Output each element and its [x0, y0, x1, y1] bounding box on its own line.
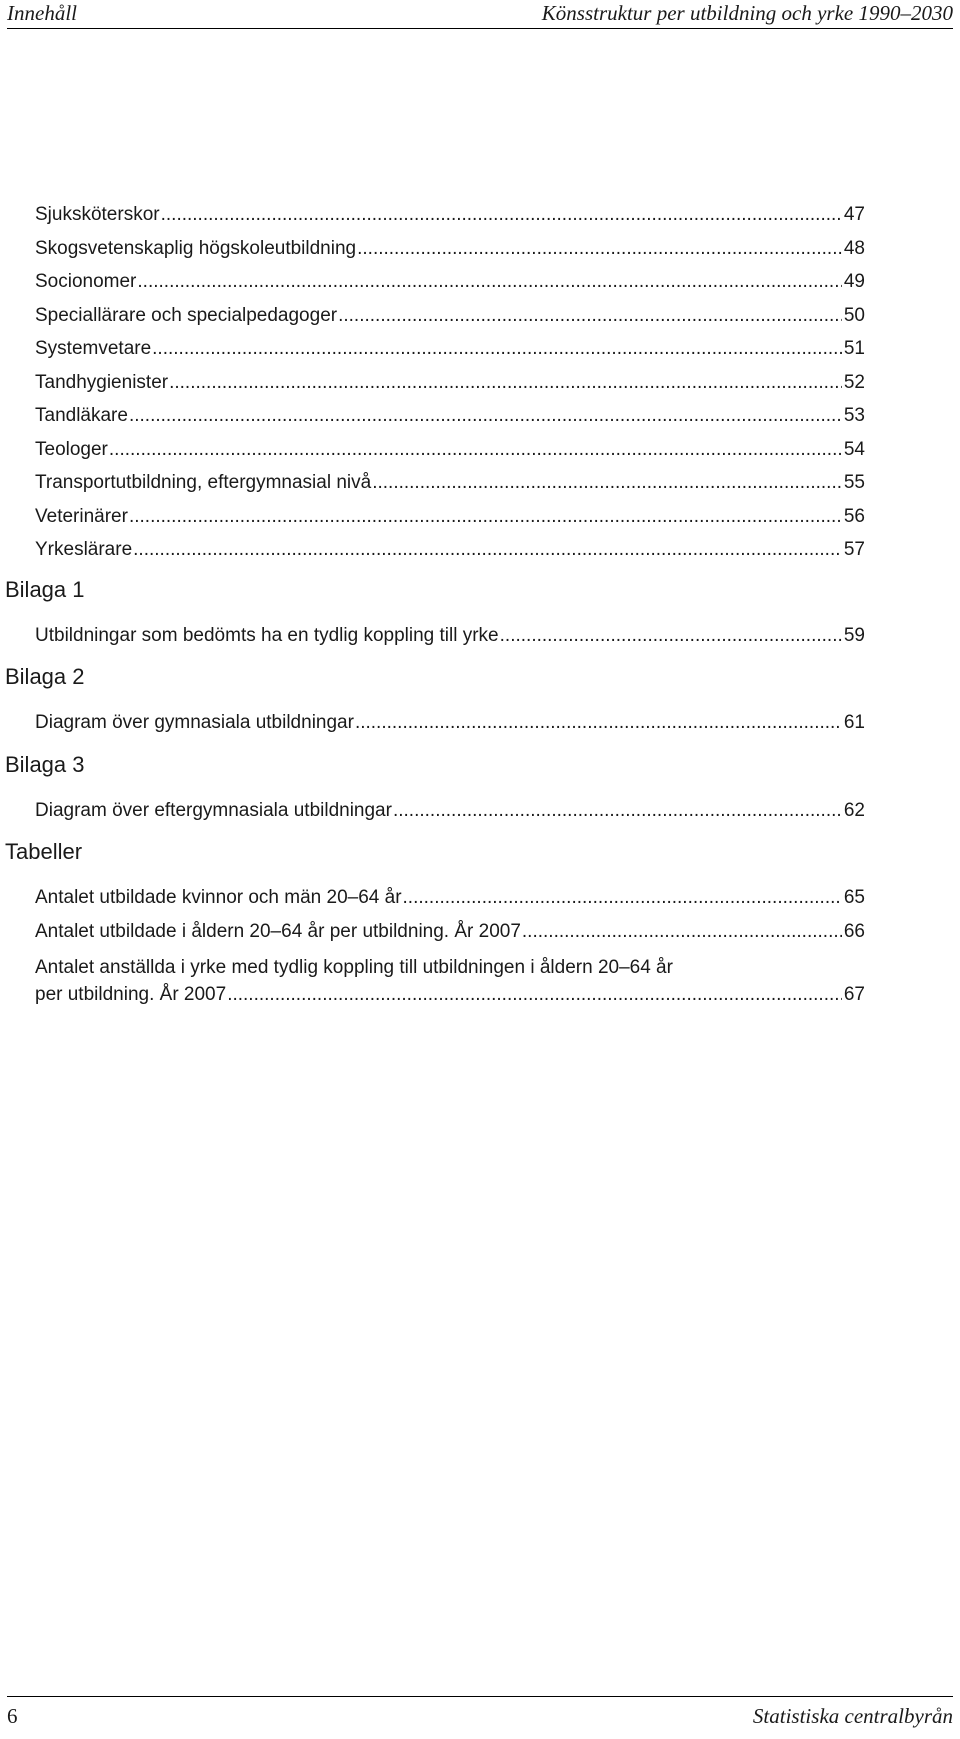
toc-entry[interactable] — [35, 232, 865, 266]
toc-entry-label: Speciallärare och specialpedagoger — [35, 304, 338, 326]
toc-entry-page: 48 — [843, 237, 865, 259]
dot-leader — [109, 433, 842, 467]
toc-entry-page: 53 — [843, 405, 865, 426]
dot-leader — [338, 299, 842, 333]
toc-entry-label: Teologer — [35, 438, 108, 460]
toc-top-entries — [5, 198, 865, 567]
toc-entry[interactable] — [35, 265, 865, 299]
toc-entry-label-line-2: per utbildning. År 2007 — [35, 984, 227, 1005]
toc-entry-page: 49 — [843, 271, 865, 292]
toc-entry-label: Yrkeslärare — [35, 539, 133, 560]
toc-entry-page: 47 — [843, 204, 865, 225]
toc-entry[interactable] — [35, 706, 865, 740]
toc-entry-label: Socionomer — [35, 271, 137, 292]
toc-entry-page: 55 — [843, 472, 865, 493]
dot-leader — [129, 500, 842, 534]
toc-entry-page: 67 — [843, 984, 865, 1005]
footer-publisher: Statistiska centralbyrån — [752, 1704, 953, 1728]
toc-entry-label: Systemvetare — [35, 338, 152, 359]
toc-entry-label: Transportutbildning, eftergymnasial nivå — [35, 472, 372, 493]
toc-entry-label: Antalet utbildade kvinnor och män 20–64 år — [35, 887, 402, 908]
dot-leader — [355, 706, 842, 740]
toc-entry-page: 57 — [843, 539, 865, 560]
header-section-title: Innehåll — [7, 1, 77, 25]
dot-leader — [129, 399, 842, 433]
toc-entry-page: 51 — [843, 338, 865, 359]
toc-entry[interactable] — [35, 299, 865, 333]
footer-page-number: 6 — [7, 1704, 18, 1728]
toc-heading-tabeller: Tabeller — [5, 839, 83, 864]
toc-heading-bilaga-1: Bilaga 1 — [5, 576, 85, 602]
dot-leader — [500, 619, 842, 653]
table-of-contents — [5, 198, 865, 1008]
header-publication-title: Könsstruktur per utbildning och yrke 1990–2030 — [541, 1, 953, 25]
toc-entry[interactable] — [35, 533, 865, 567]
toc-entry-page: 65 — [843, 887, 865, 908]
toc-entry-page: 54 — [843, 438, 865, 460]
toc-entry-label: Tandhygienister — [35, 371, 169, 393]
toc-entry-label: Sjuksköterskor — [35, 204, 160, 225]
toc-entry-label: Veterinärer — [35, 505, 128, 527]
toc-entry[interactable] — [35, 881, 865, 915]
dot-leader — [133, 533, 842, 567]
dot-leader — [372, 466, 842, 500]
toc-entry-page: 61 — [843, 712, 865, 733]
dot-leader — [169, 366, 842, 400]
dot-leader — [137, 265, 841, 299]
toc-entry[interactable] — [35, 366, 865, 400]
dot-leader — [522, 915, 842, 949]
dot-leader — [152, 332, 842, 366]
toc-entry-label: Diagram över gymnasiala utbildningar — [35, 712, 354, 733]
running-footer — [7, 1696, 953, 1729]
toc-heading-bilaga-3: Bilaga 3 — [5, 751, 85, 777]
toc-entry-label: Antalet utbildade i åldern 20–64 år per utbildning. År 2007 — [35, 920, 521, 942]
toc-entry[interactable] — [35, 794, 865, 828]
running-header — [7, 2, 953, 29]
toc-entry[interactable] — [35, 915, 865, 949]
toc-entry[interactable] — [35, 619, 865, 653]
toc-entry-page: 56 — [843, 505, 865, 527]
toc-entry-page: 50 — [843, 304, 865, 326]
toc-entry-label: Diagram över eftergymnasiala utbildningar — [35, 799, 392, 821]
toc-entry[interactable] — [35, 466, 865, 500]
toc-entry[interactable] — [35, 954, 865, 1008]
dot-leader — [403, 881, 842, 915]
dot-leader — [357, 232, 842, 266]
toc-entry-label-line-1: Antalet anställda i yrke med tydlig koppling till utbildningen i åldern 20–64 år — [35, 957, 673, 978]
toc-entry-page: 62 — [843, 799, 865, 821]
toc-entry[interactable] — [35, 198, 865, 232]
toc-entry-label: Tandläkare — [35, 405, 128, 426]
dot-leader — [161, 198, 842, 232]
toc-entry[interactable] — [35, 500, 865, 534]
toc-heading-bilaga-2: Bilaga 2 — [5, 664, 85, 689]
toc-entry-page: 59 — [843, 624, 865, 646]
toc-entry-label: Utbildningar som bedömts ha en tydlig koppling till yrke — [35, 624, 499, 646]
toc-entry[interactable] — [35, 332, 865, 366]
toc-entry-label: Skogsvetenskaplig högskoleutbildning — [35, 237, 357, 259]
toc-entry[interactable] — [35, 433, 865, 467]
toc-entry[interactable] — [35, 399, 865, 433]
dot-leader — [227, 981, 842, 1008]
toc-entry-page: 66 — [843, 920, 865, 942]
dot-leader — [393, 794, 842, 828]
toc-entry-page: 52 — [843, 371, 865, 393]
